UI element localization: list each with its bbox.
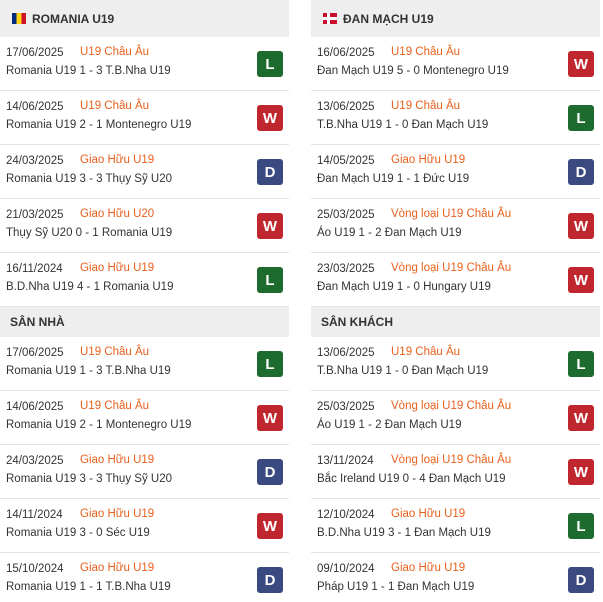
result-badge: W xyxy=(257,513,283,539)
match-row[interactable] xyxy=(311,91,600,145)
match-score: Đan Mạch U19 5 - 0 Montenegro U19 xyxy=(317,65,509,77)
competition-link[interactable]: U19 Châu Âu xyxy=(80,46,150,58)
competition-link[interactable]: Giao Hữu U19 xyxy=(391,562,466,574)
result-badge: L xyxy=(568,513,594,539)
match-score: Bắc Ireland U19 0 - 4 Đan Mạch U19 xyxy=(317,473,506,485)
competition-link[interactable]: Giao Hữu U19 xyxy=(80,154,155,166)
match-date: 15/10/2024 xyxy=(6,563,64,575)
result-badge: W xyxy=(568,405,594,431)
result-badge: D xyxy=(257,567,283,593)
match-row[interactable] xyxy=(311,391,600,445)
match-date: 24/03/2025 xyxy=(6,455,64,467)
match-row[interactable] xyxy=(0,445,289,499)
competition-link[interactable]: U19 Châu Âu xyxy=(80,346,150,358)
match-row[interactable] xyxy=(311,37,600,91)
match-row[interactable] xyxy=(0,553,289,602)
competition-link[interactable]: Vòng loại U19 Châu Âu xyxy=(391,208,512,220)
match-score: Romania U19 1 - 3 T.B.Nha U19 xyxy=(6,365,171,377)
match-date: 14/11/2024 xyxy=(6,509,63,521)
away-matches-list xyxy=(311,337,600,602)
competition-link[interactable]: Giao Hữu U19 xyxy=(80,508,155,520)
competition-link[interactable]: Vòng loại U19 Châu Âu xyxy=(391,454,512,466)
match-score: Đan Mạch U19 1 - 0 Hungary U19 xyxy=(317,281,491,293)
match-score: Thụy Sỹ U20 0 - 1 Romania U19 xyxy=(6,227,173,239)
match-date: 14/06/2025 xyxy=(6,401,64,413)
match-row[interactable] xyxy=(311,199,600,253)
team-header xyxy=(0,0,289,37)
match-row[interactable] xyxy=(311,253,600,307)
match-date: 24/03/2025 xyxy=(6,155,64,167)
result-badge: W xyxy=(568,267,594,293)
match-date: 16/06/2025 xyxy=(317,47,375,59)
result-badge: D xyxy=(257,159,283,185)
competition-link[interactable]: U19 Châu Âu xyxy=(391,46,461,58)
competition-link[interactable]: U19 Châu Âu xyxy=(391,100,461,112)
match-row[interactable] xyxy=(0,253,289,307)
match-date: 17/06/2025 xyxy=(6,47,64,59)
result-badge: D xyxy=(568,159,594,185)
match-row[interactable] xyxy=(311,445,600,499)
result-badge: L xyxy=(257,51,283,77)
recent-matches-list xyxy=(311,37,600,307)
competition-link[interactable]: Giao Hữu U19 xyxy=(80,454,155,466)
match-score: T.B.Nha U19 1 - 0 Đan Mạch U19 xyxy=(317,365,489,377)
match-row[interactable] xyxy=(311,553,600,602)
match-date: 16/11/2024 xyxy=(6,263,63,275)
match-date: 12/10/2024 xyxy=(317,509,375,521)
team-title: ROMANIA U19 xyxy=(32,11,115,26)
match-score: Áo U19 1 - 2 Đan Mạch U19 xyxy=(317,227,462,239)
match-date: 09/10/2024 xyxy=(317,563,375,575)
competition-link[interactable]: Giao Hữu U19 xyxy=(391,154,466,166)
match-score: T.B.Nha U19 1 - 0 Đan Mạch U19 xyxy=(317,119,489,131)
match-score: Romania U19 1 - 3 T.B.Nha U19 xyxy=(6,65,171,77)
recent-matches-list xyxy=(0,37,289,307)
match-row[interactable] xyxy=(0,145,289,199)
match-score: Áo U19 1 - 2 Đan Mạch U19 xyxy=(317,419,462,431)
match-score: B.D.Nha U19 3 - 1 Đan Mạch U19 xyxy=(317,527,491,539)
result-badge: W xyxy=(257,405,283,431)
team-title: ĐAN MẠCH U19 xyxy=(343,11,434,26)
section-title-home: SÂN NHÀ xyxy=(0,307,289,337)
match-date: 14/05/2025 xyxy=(317,155,375,167)
romania-flag-icon xyxy=(12,13,26,24)
match-date: 17/06/2025 xyxy=(6,347,64,359)
competition-link[interactable]: Giao Hữu U19 xyxy=(80,262,155,274)
denmark-flag-icon xyxy=(323,13,337,24)
match-date: 14/06/2025 xyxy=(6,101,64,113)
match-row[interactable] xyxy=(0,499,289,553)
result-badge: W xyxy=(257,213,283,239)
result-badge: L xyxy=(257,267,283,293)
romania-column xyxy=(0,0,289,602)
result-badge: D xyxy=(257,459,283,485)
match-score: Romania U19 3 - 3 Thụy Sỹ U20 xyxy=(6,173,172,185)
result-badge: L xyxy=(568,351,594,377)
match-date: 25/03/2025 xyxy=(317,209,375,221)
match-row[interactable] xyxy=(311,337,600,391)
match-row[interactable] xyxy=(0,199,289,253)
result-badge: L xyxy=(568,105,594,131)
match-score: Pháp U19 1 - 1 Đan Mạch U19 xyxy=(317,581,475,593)
competition-link[interactable]: U19 Châu Âu xyxy=(80,100,150,112)
competition-link[interactable]: Giao Hữu U19 xyxy=(391,508,466,520)
match-date: 13/11/2024 xyxy=(317,455,374,467)
competition-link[interactable]: Vòng loại U19 Châu Âu xyxy=(391,262,512,274)
match-date: 23/03/2025 xyxy=(317,263,375,275)
denmark-column xyxy=(311,0,600,602)
match-row[interactable] xyxy=(0,337,289,391)
match-date: 25/03/2025 xyxy=(317,401,375,413)
match-score: Đan Mạch U19 1 - 1 Đức U19 xyxy=(317,173,470,185)
match-score: Romania U19 3 - 0 Séc U19 xyxy=(6,527,150,539)
match-score: Romania U19 2 - 1 Montenegro U19 xyxy=(6,119,192,131)
result-badge: W xyxy=(257,105,283,131)
competition-link[interactable]: Giao Hữu U20 xyxy=(80,208,155,220)
match-date: 13/06/2025 xyxy=(317,101,375,113)
result-badge: W xyxy=(568,459,594,485)
competition-link[interactable]: Vòng loại U19 Châu Âu xyxy=(391,400,512,412)
team-header xyxy=(311,0,600,37)
result-badge: D xyxy=(568,567,594,593)
match-date: 21/03/2025 xyxy=(6,209,64,221)
match-row[interactable] xyxy=(0,37,289,91)
result-badge: W xyxy=(568,213,594,239)
competition-link[interactable]: U19 Châu Âu xyxy=(391,346,461,358)
match-score: Romania U19 1 - 1 T.B.Nha U19 xyxy=(6,581,171,593)
match-row[interactable] xyxy=(0,91,289,145)
competition-link[interactable]: U19 Châu Âu xyxy=(80,400,150,412)
home-matches-list xyxy=(0,337,289,602)
match-score: B.D.Nha U19 4 - 1 Romania U19 xyxy=(6,281,174,293)
match-row[interactable] xyxy=(0,391,289,445)
result-badge: W xyxy=(568,51,594,77)
match-date: 13/06/2025 xyxy=(317,347,375,359)
competition-link[interactable]: Giao Hữu U19 xyxy=(80,562,155,574)
match-score: Romania U19 2 - 1 Montenegro U19 xyxy=(6,419,192,431)
match-row[interactable] xyxy=(311,145,600,199)
result-badge: L xyxy=(257,351,283,377)
match-score: Romania U19 3 - 3 Thụy Sỹ U20 xyxy=(6,473,172,485)
section-title-away: SÂN KHÁCH xyxy=(311,307,600,337)
match-row[interactable] xyxy=(311,499,600,553)
